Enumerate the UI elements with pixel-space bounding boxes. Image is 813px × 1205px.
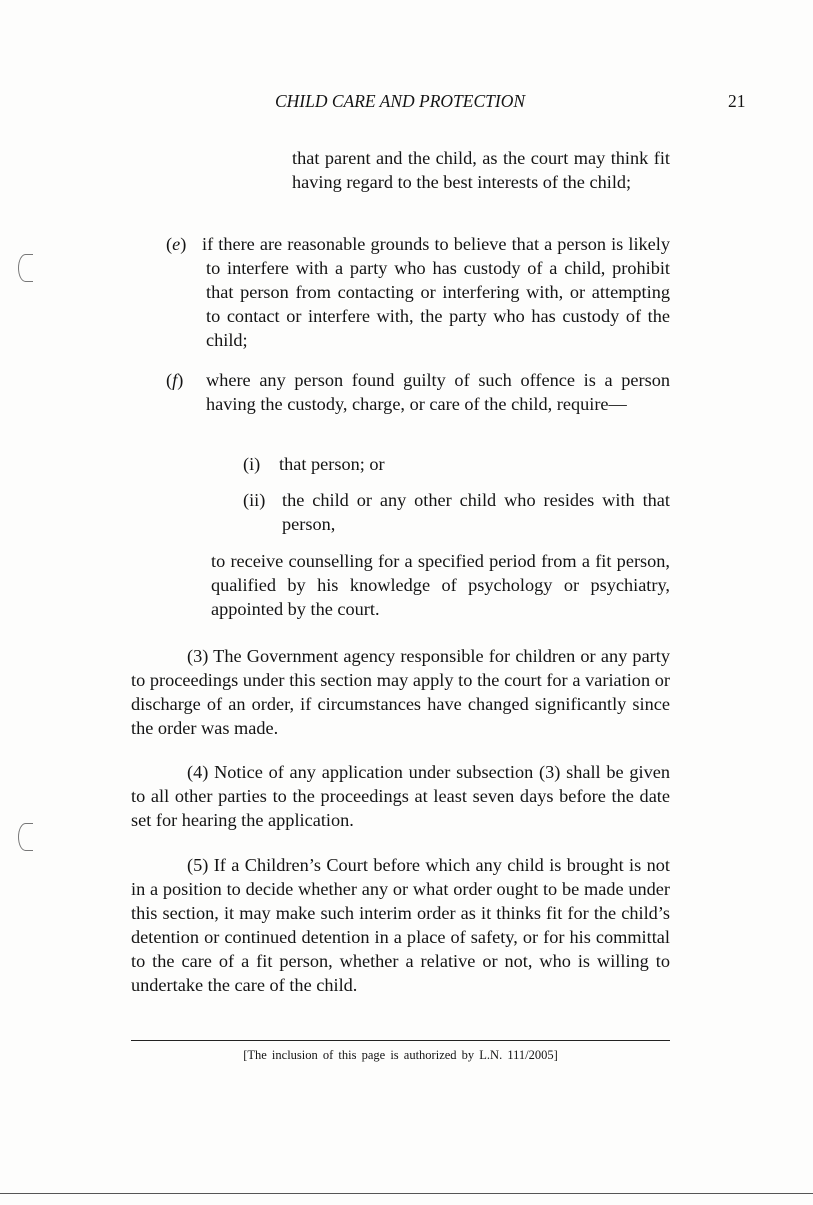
sub-item-ii-text: the child or any other child who resides with that person, xyxy=(282,490,670,534)
intro-continuation: that parent and the child, as the court may think fit having regard to the best interests of the child; xyxy=(292,148,670,192)
sub-item-i-label: (i) xyxy=(243,454,261,474)
item-f-text: where any person found guilty of such offence is a person having the custody, charge, or care of the child, require— xyxy=(206,370,670,414)
item-letter: f xyxy=(172,370,178,390)
footer-rule xyxy=(131,1040,670,1041)
punch-hole-mark xyxy=(18,823,33,851)
item-f-tail-text: to receive counselling for a specified period from a fit person, qualified by his knowledge of psychology or psychiatry, appointed by the court. xyxy=(211,551,670,619)
subsection-5: (5) If a Children’s Court before which any child is brought is not in a position to decide whether any or what order ought to be made under this section, it may make such interim order as it thinks fit for the child’s detention or continued detention in a place of safety, or for his committal to the care of a fit person, whether a relative or not, who is willing to undertake the care of the child. xyxy=(131,855,670,995)
running-header-title: CHILD CARE AND PROTECTION xyxy=(274,91,526,111)
item-letter: e xyxy=(172,234,181,254)
page-number: 21 xyxy=(728,91,746,111)
footer-authorization-note: [The inclusion of this page is authorized by L.N. 111/2005] xyxy=(243,1048,558,1062)
item-e-label-text: (e) xyxy=(166,234,187,254)
item-e-text: if there are reasonable grounds to believe that a person is likely to interfere with a party who has custody of a child, prohibit that person from contacting or interfering with, or attempting to contact or interfere with, the party who has custody of the child; xyxy=(202,234,670,350)
scan-edge-line xyxy=(0,1193,813,1194)
sub-item-i-text: that person; or xyxy=(279,454,385,474)
subsection-3: (3) The Government agency responsible for children or any party to proceedings under this section may apply to the court for a variation or discharge of an order, if circumstances have changed significantly since the order was made. xyxy=(131,646,670,738)
item-e-label xyxy=(166,232,186,256)
punch-hole-mark xyxy=(18,254,33,282)
subsection-4: (4) Notice of any application under subsection (3) shall be given to all other parties to the proceedings at least seven days before the date set for hearing the application. xyxy=(131,762,670,830)
sub-item-ii-label: (ii) xyxy=(243,490,266,510)
item-f-label: (f) xyxy=(166,370,184,390)
